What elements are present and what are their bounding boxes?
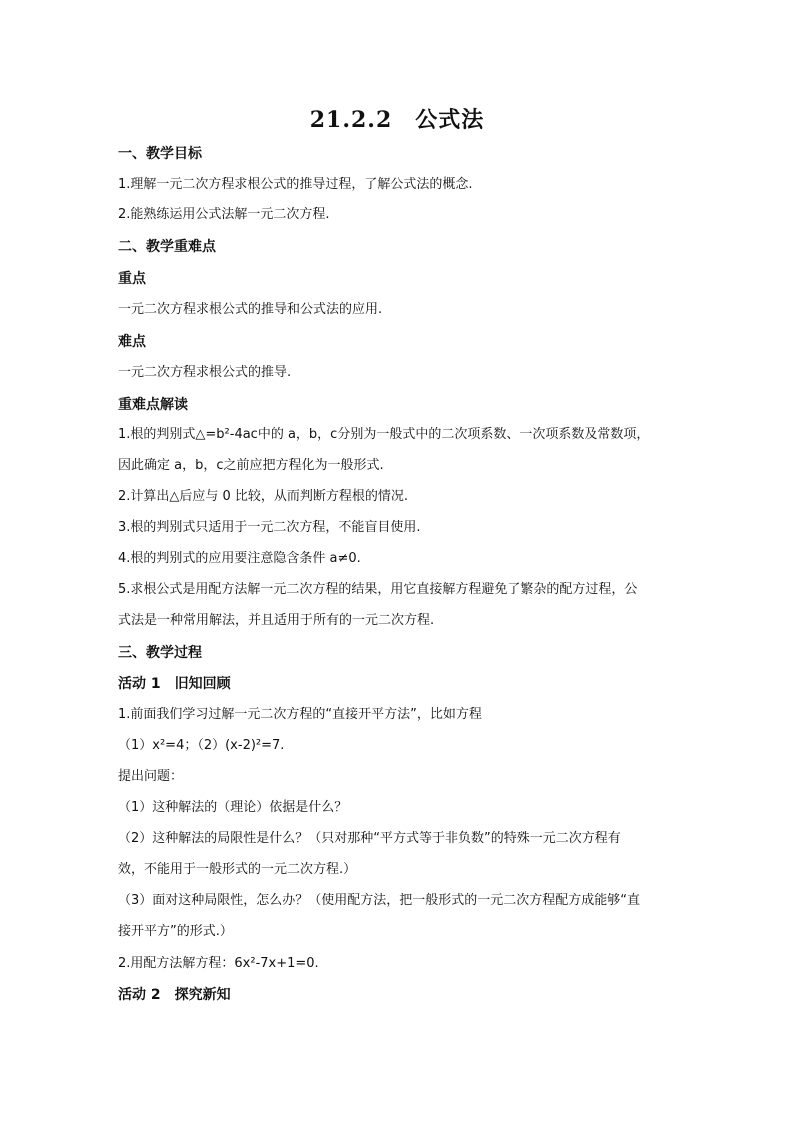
body-text-line: 因此确定 a，b，c之前应把方程化为一般形式. [118, 458, 384, 473]
body-text-line: 1.理解一元二次方程求根公式的推导过程，了解公式法的概念. [118, 177, 473, 192]
section-heading: 二、教学重难点 [118, 239, 216, 255]
section-heading: 一、教学目标 [118, 146, 202, 162]
section-heading: 难点 [118, 334, 146, 350]
body-text-line: 1.根的判别式△=b²-4ac中的 a，b，c分别为一般式中的二次项系数、一次项系数及常数项， [118, 427, 650, 442]
section-heading: 重点 [118, 271, 146, 287]
section-heading: 活动 1 旧知回顾 [118, 676, 231, 692]
body-text-line: 2.能熟练运用公式法解一元二次方程. [118, 207, 330, 222]
body-text-line: （1）x²=4；（2）(x-2)²=7. [118, 738, 285, 753]
body-text-line: 1.前面我们学习过解一元二次方程的“直接开平方法”，比如方程 [118, 707, 482, 722]
body-text-line: 一元二次方程求根公式的推导. [118, 365, 292, 380]
body-text-line: 一元二次方程求根公式的推导和公式法的应用. [118, 302, 383, 317]
body-text-line: 接开平方”的形式.） [118, 924, 233, 939]
section-heading: 活动 2 探究新知 [118, 987, 231, 1003]
body-text-line: （3）面对这种局限性，怎么办？（使用配方法，把一般形式的一元二次方程配方成能够“直 [118, 893, 641, 908]
body-text-line: 式法是一种常用解法，并且适用于所有的一元二次方程. [118, 613, 435, 628]
body-text-line: （2）这种解法的局限性是什么？（只对那种“平方式等于非负数”的特殊一元二次方程有 [118, 831, 621, 846]
body-text-line: 4.根的判别式的应用要注意隐含条件 a≠0. [118, 551, 361, 566]
body-text-line: 效，不能用于一般形式的一元二次方程.） [118, 862, 357, 877]
body-text-line: 2.计算出△后应与 0 比较，从而判断方程根的情况. [118, 489, 409, 504]
body-text-line: 3.根的判别式只适用于一元二次方程，不能盲目使用. [118, 520, 421, 535]
section-heading: 重难点解读 [118, 397, 188, 413]
body-text-line: （1）这种解法的（理论）依据是什么？ [118, 800, 348, 815]
body-text-line: 2.用配方法解方程：6x²-7x+1=0. [118, 956, 319, 971]
body-text-line: 提出问题： [118, 769, 184, 784]
page-title: 21.2.2 公式法 [309, 107, 485, 133]
body-text-line: 5.求根公式是用配方法解一元二次方程的结果，用它直接解方程避免了繁杂的配方过程，公 [118, 582, 638, 597]
section-heading: 三、教学过程 [118, 645, 202, 661]
